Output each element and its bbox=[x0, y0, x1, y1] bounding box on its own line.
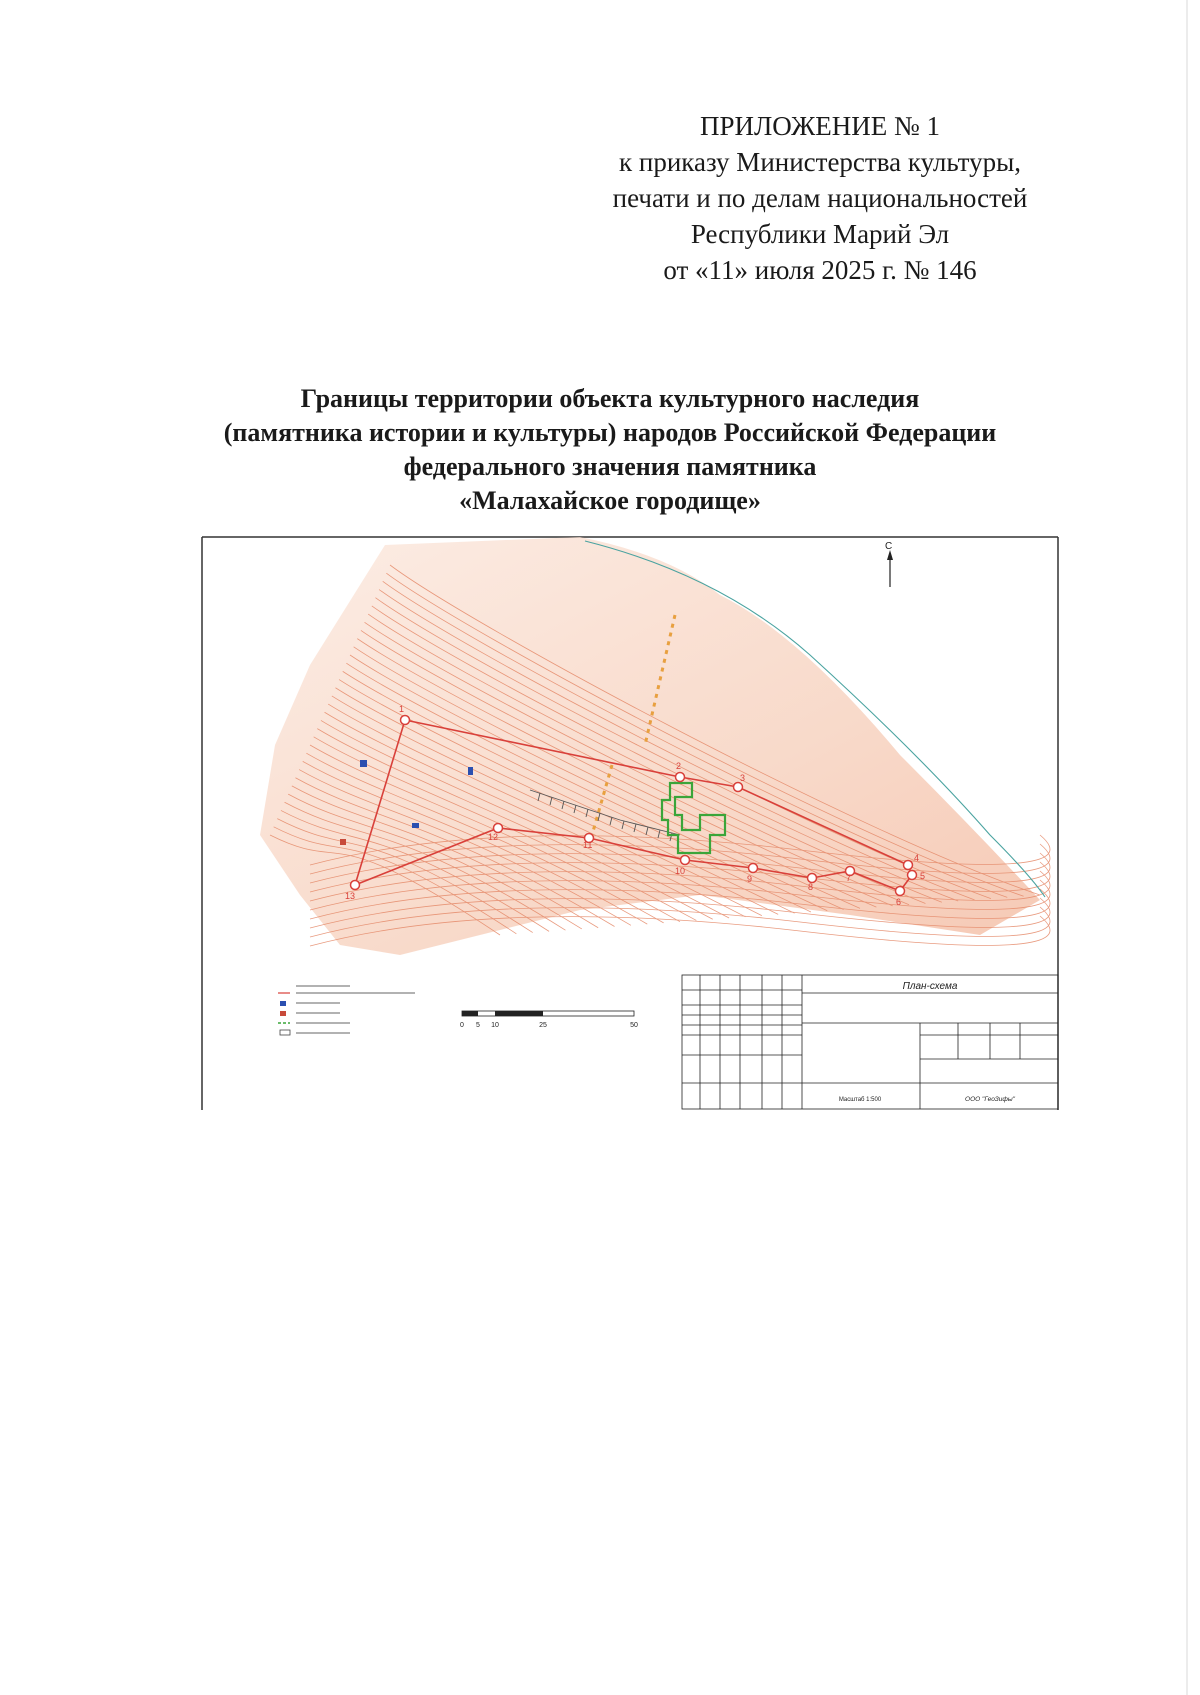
boundary-point-label: 12 bbox=[488, 832, 499, 842]
terrain-area bbox=[260, 537, 1040, 955]
boundary-point-marker bbox=[681, 856, 690, 865]
scale-text: Масштаб 1:500 bbox=[838, 1097, 882, 1103]
map-drawing bbox=[200, 535, 1060, 1110]
boundary-point-label: 11 bbox=[583, 840, 593, 850]
site-plan-map bbox=[200, 535, 1060, 1110]
appendix-date-line: от «11» июля 2025 г. № 146 bbox=[663, 255, 977, 285]
boundary-point-label: 6 bbox=[896, 897, 902, 907]
north-label: С bbox=[885, 541, 893, 552]
scale-tick-label: 25 bbox=[539, 1022, 547, 1029]
title-line-3: федерального значения памятника bbox=[403, 452, 817, 481]
appendix-ministry-line: печати и по делам национальностей bbox=[612, 183, 1028, 213]
scale-tick-label: 10 bbox=[491, 1022, 499, 1029]
scale-tick-label: 50 bbox=[630, 1022, 638, 1029]
pit-marker bbox=[340, 839, 346, 845]
boundary-point-label: 10 bbox=[675, 866, 686, 876]
pit-marker bbox=[412, 823, 419, 828]
boundary-point-label: 2 bbox=[676, 761, 682, 771]
appendix-header bbox=[560, 108, 1080, 288]
boundary-point-label: 4 bbox=[914, 853, 920, 863]
boundary-point-marker bbox=[896, 887, 905, 896]
boundary-point-marker bbox=[908, 871, 917, 880]
appendix-republic-line: Республики Марий Эл bbox=[690, 219, 950, 249]
boundary-point-marker bbox=[401, 716, 410, 725]
boundary-point-marker bbox=[351, 881, 360, 890]
boundary-point-label: 1 bbox=[399, 704, 405, 714]
title-block bbox=[682, 975, 1058, 1109]
title-line-1: Границы территории объекта культурного наследия bbox=[300, 384, 920, 413]
organization-label: ООО "ГеоЗифы" bbox=[965, 1096, 1015, 1103]
plan-scheme-label: План-схема bbox=[902, 981, 958, 992]
scale-bar bbox=[460, 1011, 638, 1029]
map-legend bbox=[278, 986, 415, 1035]
boundary-point-label: 5 bbox=[920, 871, 926, 881]
boundary-point-marker bbox=[676, 773, 685, 782]
boundary-point-marker bbox=[904, 861, 913, 870]
scale-tick-label: 5 bbox=[476, 1022, 480, 1029]
north-arrow bbox=[885, 541, 893, 587]
title-line-2: (памятника истории и культуры) народов Российской Федерации bbox=[223, 418, 997, 447]
pit-marker bbox=[468, 767, 473, 775]
page-edge bbox=[1186, 0, 1188, 1695]
boundary-point-label: 9 bbox=[747, 874, 753, 884]
boundary-point-label: 8 bbox=[808, 882, 814, 892]
document-title bbox=[160, 382, 1060, 518]
appendix-order-line: к приказу Министерства культуры, bbox=[619, 147, 1021, 177]
boundary-point-marker bbox=[734, 783, 743, 792]
scale-tick-label: 0 bbox=[460, 1022, 464, 1029]
boundary-point-marker bbox=[749, 864, 758, 873]
boundary-point-label: 3 bbox=[740, 773, 746, 783]
pit-marker bbox=[360, 760, 367, 767]
boundary-point-label: 7 bbox=[846, 873, 852, 883]
boundary-point-label: 13 bbox=[345, 891, 356, 901]
appendix-number: ПРИЛОЖЕНИЕ № 1 bbox=[699, 111, 941, 141]
title-line-4: «Малахайское городище» bbox=[459, 486, 761, 515]
